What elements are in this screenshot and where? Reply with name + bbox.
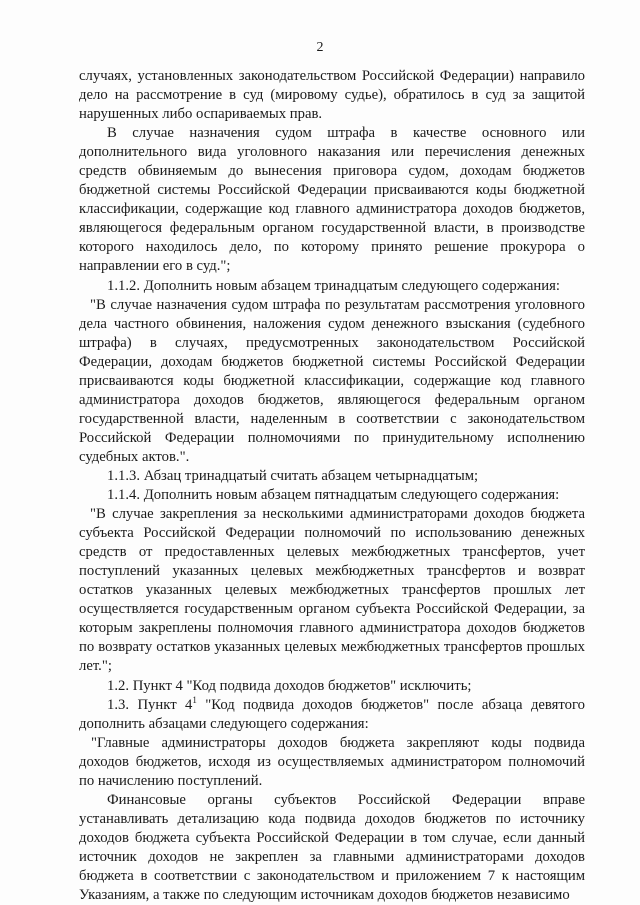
item-1-3-suffix: "Код подвида доходов бюджетов" после абзаца девятого дополнить абзацами следующего содержания: bbox=[79, 696, 585, 732]
item-1-3-prefix: 1.3. Пункт 4 bbox=[107, 696, 193, 713]
paragraph-item-1-1-3: 1.1.3. Абзац тринадцатый считать абзацем четырнадцатым; bbox=[107, 467, 479, 484]
paragraph-continuation: случаях, установленных законодательством Российской Федерации) направило дело на рассмотрение в суд (мировому судье), обратилось в суд за защитой нарушенных либо оспариваемых прав. bbox=[79, 68, 585, 123]
page-number: 2 bbox=[316, 40, 324, 55]
paragraph-financial-bodies: Финансовые органы субъектов Российской Федерации вправе устанавливать детализацию кода подвида доходов бюджетов по источнику доходов бюджета субъекта Российской Федерации в том случае, если данный источник доходов не закреплен за главными администраторами доходов бюджета в соответствии с законодательством и приложением 7 к настоящим Указаниям, а также по следующим источникам доходов бюджетов независимо bbox=[79, 791, 585, 904]
item-1-3-superscript: 1 bbox=[192, 694, 197, 705]
paragraph-fine-codes: В случае назначения судом штрафа в качестве основного или дополнительного вида уголовного наказания или перечисления денежных средств обвиняемым до вынесения приговора судом, доходам бюджетов бюджетной системы Российской Федерации присваиваются коды бюджетной классификации, содержащие код главного администратора доходов бюджетов, являющегося федеральным органом государственной власти, в производстве которого находилось дело, по которому принято решение прокурора о направлении его в суд."; bbox=[79, 125, 585, 275]
document-body bbox=[79, 67, 585, 905]
paragraph-quote-subtype-codes: "Главные администраторы доходов бюджета закрепляют коды подвида доходов бюджетов, исходя из осуществляемых администратором полномочий по начислению поступлений. bbox=[79, 734, 585, 789]
paragraph-item-1-1-2: 1.1.2. Дополнить новым абзацем тринадцатым следующего содержания: bbox=[107, 277, 560, 294]
paragraph-item-1-2: 1.2. Пункт 4 "Код подвида доходов бюджетов" исключить; bbox=[107, 677, 472, 694]
paragraph-quote-thirteenth: "В случае назначения судом штрафа по результатам рассмотрения уголовного дела частного обвинения, наложения судом денежного взыскания (судебного штрафа) в случаях, предусмотренных законодательством Российской Федерации, доходам бюджетов бюджетной системы Российской Федерации присваиваются коды бюджетной классификации, содержащие код главного администратора доходов бюджетов, являющегося федеральным органом государственной власти, наделенным в соответствии с законодательством Российской Федерации полномочиями по принудительному исполнению судебных актов.". bbox=[79, 296, 585, 465]
paragraph-item-1-3 bbox=[79, 696, 585, 734]
paragraph-item-1-1-4: 1.1.4. Дополнить новым абзацем пятнадцатым следующего содержания: bbox=[107, 487, 560, 504]
paragraph-quote-fifteenth: "В случае закрепления за несколькими администраторами доходов бюджета субъекта Российской Федерации полномочий по использованию денежных средств от предоставленных целевых межбюджетных трансфертов, учет поступлений указанных целевых межбюджетных трансфертов и возврат остатков указанных целевых межбюджетных трансфертов прошлых лет осуществляется государственным органом субъекта Российской Федерации, за которым закреплены полномочия главного администратора доходов бюджетов по возврату остатков указанных целевых межбюджетных трансфертов прошлых лет."; bbox=[79, 506, 585, 675]
